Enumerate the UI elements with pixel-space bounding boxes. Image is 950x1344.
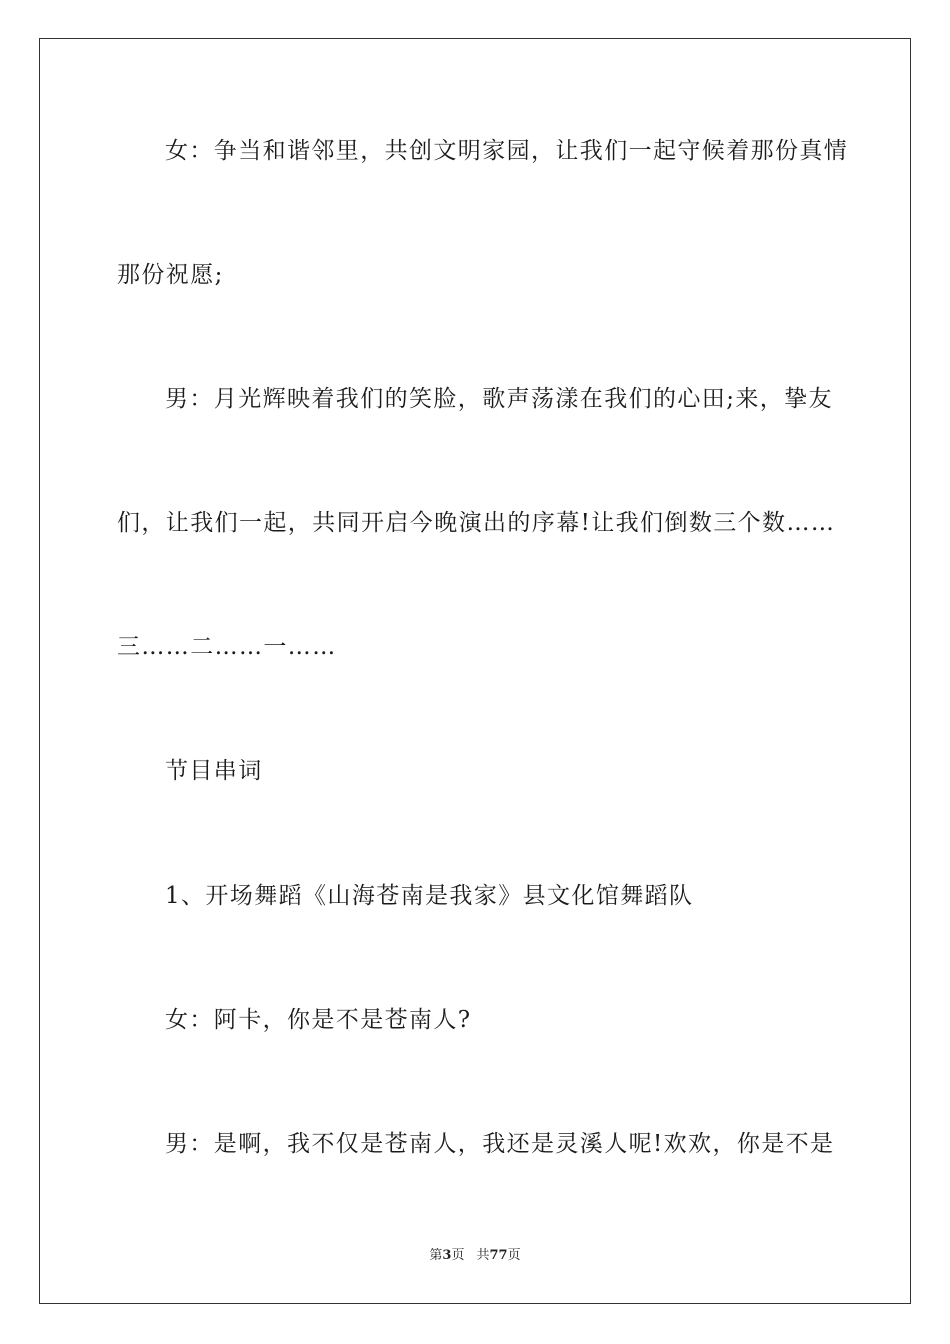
total-pages: 77: [489, 1248, 508, 1263]
section-heading: 节目串词: [165, 758, 263, 784]
paragraph-line-2: 那份祝愿;: [117, 262, 224, 288]
paragraph-line-5: 三……二……一……: [117, 634, 337, 660]
paragraph-line-7: 男：是啊，我不仅是苍南人，我还是灵溪人呢!欢欢，你是不是: [165, 1131, 835, 1157]
paragraph-line-3: 男：月光辉映着我们的笑脸，歌声荡漾在我们的心田;来，挚友: [165, 386, 833, 412]
total-suffix: 页: [507, 1248, 521, 1263]
page-suffix: 页: [451, 1248, 465, 1263]
program-item-1: 1、开场舞蹈《山海苍南是我家》县文化馆舞蹈队: [165, 883, 694, 909]
paragraph-line-1: 女：争当和谐邻里，共创文明家园，让我们一起守候着那份真情: [165, 138, 849, 164]
total-prefix: 共: [476, 1248, 490, 1263]
page-frame: [39, 38, 911, 1304]
page-footer: [0, 1247, 950, 1265]
paragraph-line-6: 女：阿卡，你是不是苍南人?: [165, 1007, 472, 1033]
paragraph-line-4: 们，让我们一起，共同开启今晚演出的序幕!让我们倒数三个数……: [117, 510, 836, 536]
page-prefix: 第: [429, 1248, 443, 1263]
page-number: 3: [442, 1248, 452, 1263]
